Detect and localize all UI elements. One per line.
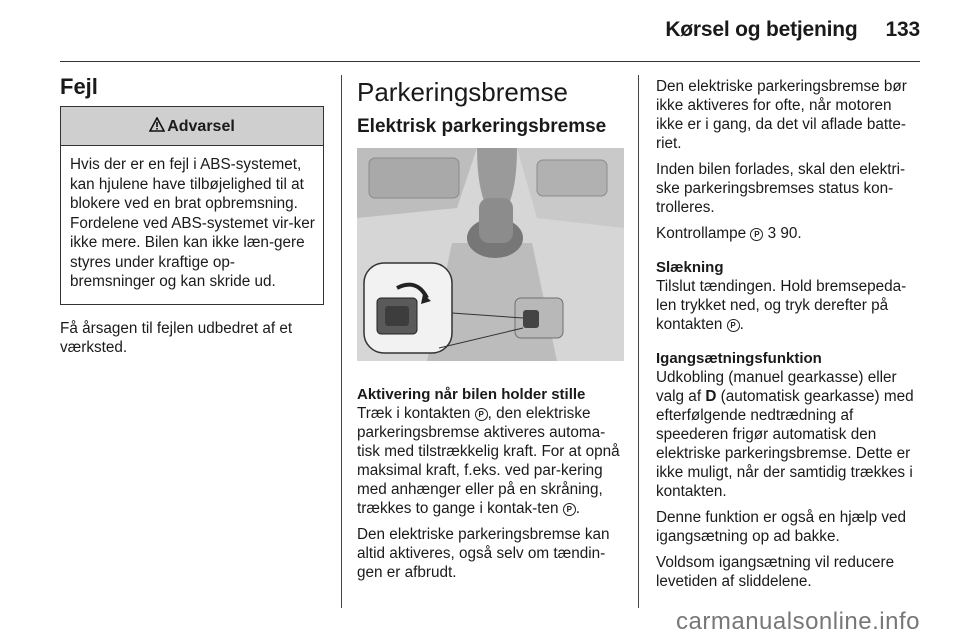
activation-heading: Aktivering når bilen holder stille bbox=[357, 386, 586, 403]
header-rule bbox=[60, 61, 920, 62]
battery-paragraph: Den elektriske parkeringsbremse bør ikke aktiveres for ofte, når motoren ikke er i gang, da det vil aflade batte-riet. bbox=[656, 78, 907, 152]
warning-header bbox=[61, 107, 323, 146]
column-divider-2 bbox=[638, 75, 639, 608]
middle-column bbox=[357, 77, 623, 589]
warning-label: Advarsel bbox=[167, 117, 235, 135]
parking-brake-icon: P bbox=[475, 408, 488, 421]
repair-paragraph: Få årsagen til fejlen udbedret af et værksted. bbox=[60, 319, 293, 356]
warning-box bbox=[60, 106, 324, 305]
control-lamp-ref: 3 90. bbox=[763, 225, 802, 242]
activation-paragraph bbox=[357, 404, 623, 518]
release-text-2: . bbox=[739, 316, 744, 333]
warning-text: Hvis der er en fejl i ABS-systemet, kan hjulene have tilbøjelighed til at blokere ved en brat opbremsning. Fordelene ved ABS-systemet vir-ker ikke mere. Bilen kan ikke læn-gere styres under kraftige op-bremsninger og kan skride ud. bbox=[70, 156, 315, 290]
drive-away-paragraph bbox=[656, 368, 922, 501]
left-column bbox=[60, 74, 324, 364]
parking-brake-icon: P bbox=[727, 319, 740, 332]
right-column bbox=[656, 77, 922, 598]
always-activate-paragraph: Den elektriske parkeringsbremse kan altid aktiveres, også selv om tændin-gen er afbrudt. bbox=[357, 526, 610, 581]
wear-paragraph: Voldsom igangsætning vil reducere levetiden af sliddelene. bbox=[656, 554, 895, 590]
hill-start-paragraph: Denne funktion er også en hjælp ved igangsætning op ad bakke. bbox=[656, 509, 907, 545]
section-heading-fejl: Fejl bbox=[60, 74, 98, 99]
activation-text-2: , den elektriske parkeringsbremse aktiveres automa-tisk med tilstrækkelig kraft. For at opnå maksimal kraft, f.eks. ved par-kering med anhænger eller på en skråning, trækkes to gange i kontak-ten bbox=[357, 405, 620, 517]
activation-text-1: Træk i kontakten bbox=[357, 405, 475, 422]
control-lamp-text: Kontrollampe bbox=[656, 225, 751, 242]
drive-text-2: (automatisk gearkasse) med efterfølgende nedtrædning af speederen frigør automatisk den elektriske parkeringsbremse. Dette er ikke muligt, når der samtidig trækkes i kontakten. bbox=[656, 388, 914, 500]
page-header bbox=[665, 18, 920, 42]
parking-brake-switch-photo bbox=[357, 148, 624, 361]
release-text-1: Tilslut tændingen. Hold bremsepeda-len trykket ned, og tryk derefter på kontakten bbox=[656, 278, 907, 333]
activation-text-3: . bbox=[575, 500, 581, 517]
watermark: carmanualsonline.info bbox=[676, 608, 920, 635]
release-heading: Slækning bbox=[656, 259, 724, 276]
leave-car-paragraph: Inden bilen forlades, skal den elektri-ske parkeringsbremses status kon-trolleres. bbox=[656, 161, 906, 216]
page-number: 133 bbox=[885, 18, 920, 41]
release-paragraph bbox=[656, 277, 922, 334]
parking-brake-icon: P bbox=[563, 503, 576, 516]
drive-text-1: Udkobling (manuel gearkasse) eller valg af bbox=[656, 369, 897, 405]
chapter-title: Kørsel og betjening bbox=[665, 18, 858, 41]
drive-away-heading: Igangsætningsfunktion bbox=[656, 350, 822, 367]
column-divider-1 bbox=[341, 75, 342, 608]
gear-d: D bbox=[705, 388, 717, 405]
warning-triangle-icon bbox=[149, 117, 165, 136]
section-heading-parkeringsbremse: Parkeringsbremse bbox=[357, 77, 568, 107]
control-lamp-paragraph bbox=[656, 224, 922, 243]
subheading-electric-brake: Elektrisk parkeringsbremse bbox=[357, 116, 607, 137]
parking-brake-icon: P bbox=[750, 228, 763, 241]
